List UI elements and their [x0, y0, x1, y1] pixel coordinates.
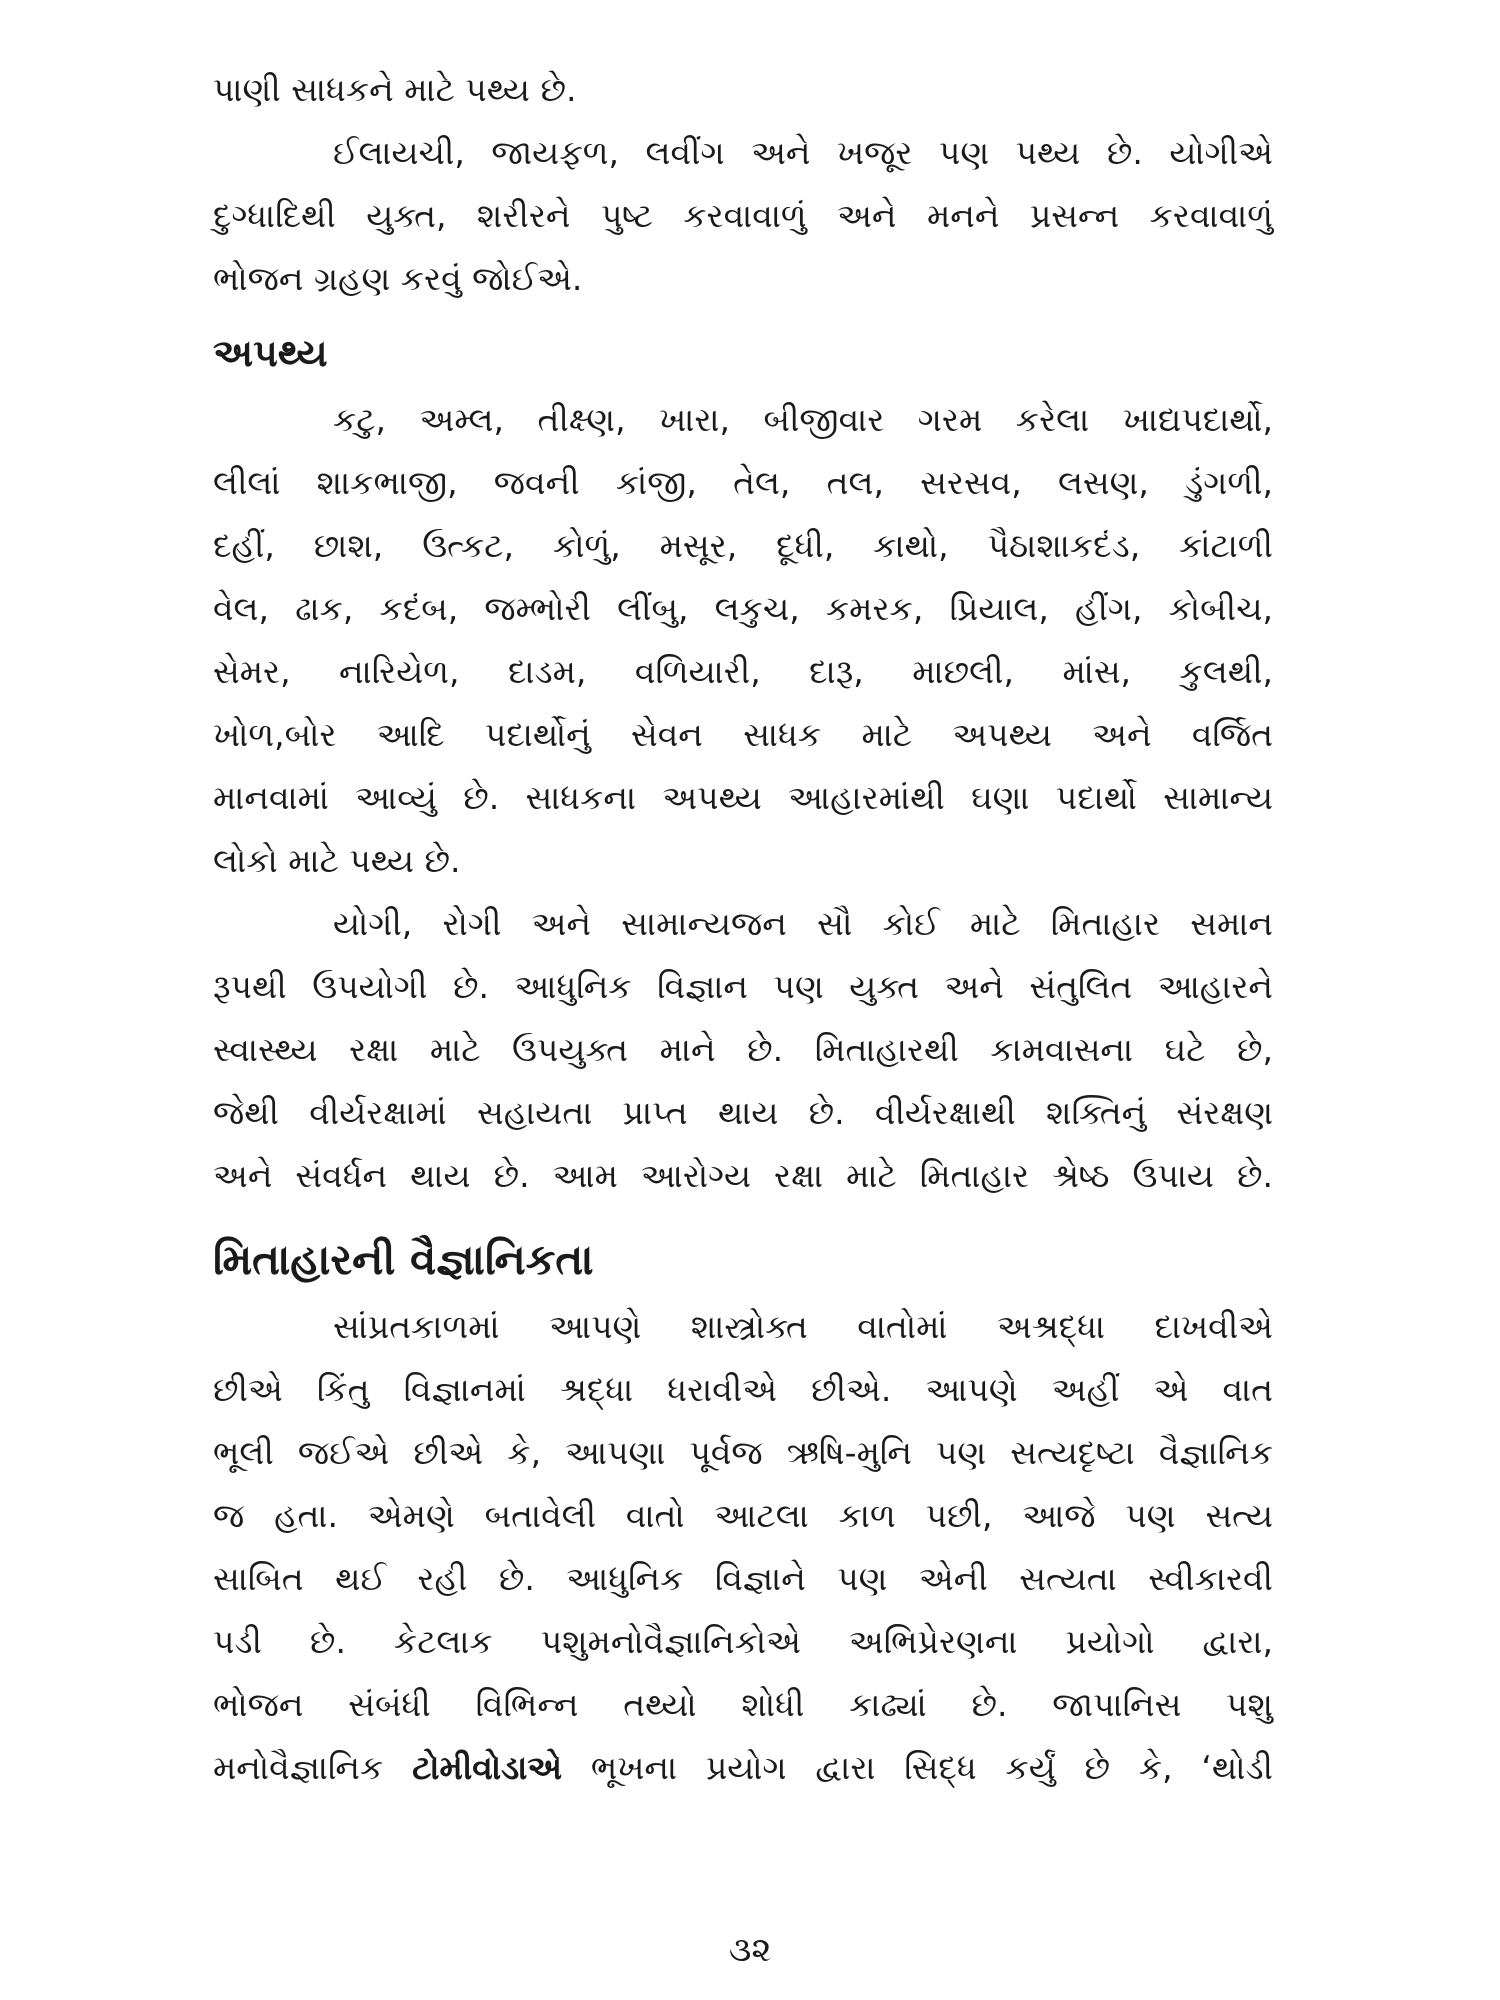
- text-line: સ્વાસ્થ્ય રક્ષા માટે ઉપયુક્ત માને છે. મિતાહારથી કામવાસના ઘટે છે,: [213, 1030, 1273, 1069]
- text-line: જેથી વીર્યરક્ષામાં સહાયતા પ્રાપ્ત થાય છે. વીર્યરક્ષાથી શક્તિનું સંરક્ષણ: [213, 1093, 1273, 1132]
- text-line: ભૂલી જઈએ છીએ કે, આપણા પૂર્વજ ઋષિ-મુનિ પણ સત્યદૃષ્ટા વૈજ્ઞાનિક: [213, 1433, 1273, 1472]
- section-heading-science: મિતાહારની વૈજ્ઞાનિકતા: [213, 1235, 594, 1284]
- text-line: જ હતા. એમણે બતાવેલી વાતો આટલા કાળ પછી, આજે પણ સત્ય: [213, 1496, 1273, 1535]
- text-line: દુગ્ધાદિથી યુક્ત, શરીરને પુષ્ટ કરવાવાળું અને મનને પ્રસન્ન કરવાવાળું: [213, 196, 1273, 235]
- text-line: ભોજન ગ્રહણ કરવું જોઈએ.: [213, 259, 583, 298]
- text-fragment: મનોવૈજ્ઞાનિક: [213, 1748, 413, 1787]
- text-line: ખોળ,બોર આદિ પદાર્થોનું સેવન સાધક માટે અપથ્ય અને વર્જિત: [213, 715, 1273, 754]
- text-line: પાણી સાધકને માટે પથ્ય છે.: [213, 70, 577, 109]
- text-line: ભોજન સંબંધી વિભિન્ન તથ્યો શોધી કાઢ્યાં છે. જાપાનિસ પશુ: [213, 1685, 1273, 1724]
- person-name: ટોમીવોડાએ: [412, 1748, 563, 1787]
- text-line: લીલાં શાકભાજી, જવની કાંજી, તેલ, તલ, સરસવ, લસણ, ડુંગળી,: [213, 463, 1273, 502]
- text-line: માનવામાં આવ્યું છે. સાધકના અપથ્ય આહારમાંથી ઘણા પદાર્થો સામાન્ય: [213, 778, 1273, 817]
- text-line: દહીં, છાશ, ઉત્કટ, કોળું, મસૂર, દૂધી, કાથો, પૈઠાશાકદંડ, કાંટાળી: [213, 526, 1273, 565]
- text-line: અને સંવર્ધન થાય છે. આમ આરોગ્ય રક્ષા માટે મિતાહાર શ્રેષ્ઠ ઉપાય છે.: [213, 1156, 1273, 1195]
- text-line: લોકો માટે પથ્ય છે.: [213, 841, 461, 880]
- page-number: ૩૨: [728, 1930, 772, 1970]
- page-content: [213, 58, 1273, 1799]
- text-line: કટુ, અમ્લ, તીક્ષ્ણ, ખારા, બીજીવાર ગરમ કરેલા ખાદ્યપદાર્થો,: [333, 400, 1273, 439]
- section-heading-apathya: અપથ્ય: [213, 331, 328, 375]
- text-line: [213, 1736, 1273, 1799]
- text-fragment: ભૂખના પ્રયોગ દ્વારા સિદ્ધ કર્યું છે કે, ‘થોડી: [562, 1748, 1273, 1787]
- text-line: વેલ, ઢાક, કદંબ, જમ્ભોરી લીંબુ, લકુચ, કમરક, પ્રિયાલ, હીંગ, કોબીચ,: [213, 589, 1273, 628]
- text-line: સાંપ્રતકાળમાં આપણે શાસ્ત્રોક્ત વાતોમાં અશ્રદ્ધા દાખવીએ: [333, 1307, 1273, 1346]
- text-line: સેમર, નારિયેળ, દાડમ, વળિયારી, દારૂ, માછલી, માંસ, કુલથી,: [213, 652, 1273, 691]
- text-line: છીએ કિંતુ વિજ્ઞાનમાં શ્રદ્ધા ધરાવીએ છીએ. આપણે અહીં એ વાત: [213, 1370, 1273, 1409]
- text-line: સાબિત થઈ રહી છે. આધુનિક વિજ્ઞાને પણ એની સત્યતા સ્વીકારવી: [213, 1559, 1273, 1598]
- text-line: યોગી, રોગી અને સામાન્યજન સૌ કોઈ માટે મિતાહાર સમાન: [333, 904, 1273, 943]
- text-line: ઈલાયચી, જાયફળ, લવીંગ અને ખજૂર પણ પથ્ય છે. યોગીએ: [333, 133, 1273, 172]
- text-line: પડી છે. કેટલાક પશુમનોવૈજ્ઞાનિકોએ અભિપ્રેરણના પ્રયોગો દ્વારા,: [213, 1622, 1273, 1661]
- text-line: રૂપથી ઉપયોગી છે. આધુનિક વિજ્ઞાન પણ યુક્ત અને સંતુલિત આહારને: [213, 967, 1273, 1006]
